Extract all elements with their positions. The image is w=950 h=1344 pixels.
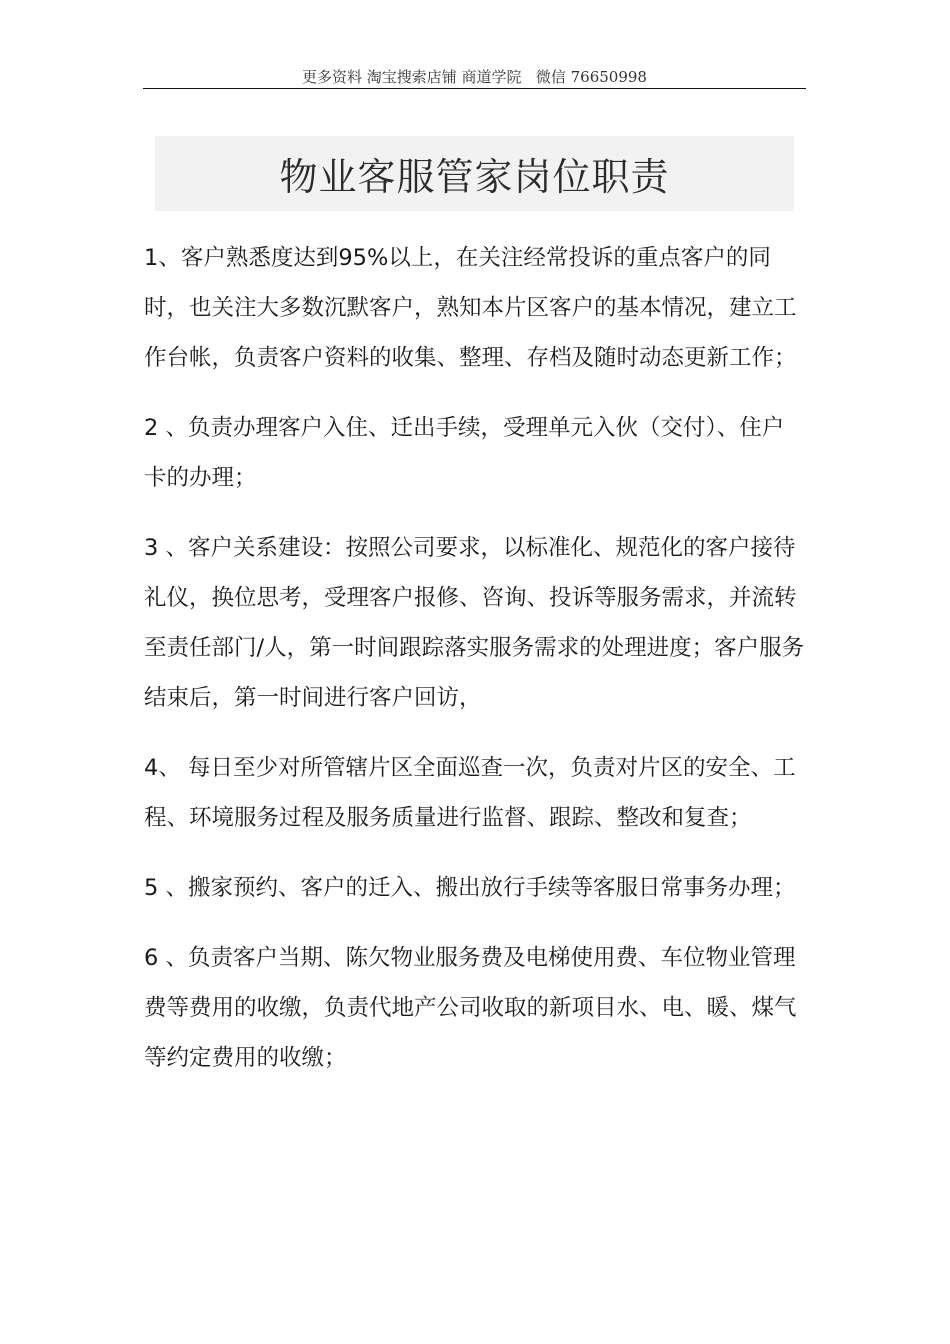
duty-paragraph-6: 6 、负责客户当期、陈欠物业服务费及电梯使用费、车位物业管理费等费用的收缴，负责代地产公司收取的新项目水、电、暖、煤气等约定费用的收缴； xyxy=(144,945,797,1071)
duty-paragraph-1: 1、客户熟悉度达到95%以上，在关注经常投诉的重点客户的同时，也关注大多数沉默客户，熟知本片区客户的基本情况，建立工作台帐，负责客户资料的收集、整理、存档及随时动态更新工作； xyxy=(144,245,797,371)
duty-paragraph-2: 2 、负责办理客户入住、迁出手续，受理单元入伙（交付）、住户卡的办理； xyxy=(144,415,785,491)
document-title: 物业客服管家岗位职责 xyxy=(279,155,670,199)
document-body xyxy=(144,233,806,1103)
duty-paragraph-5: 5 、搬家预约、客户的迁入、搬出放行手续等客服日常事务办理； xyxy=(144,875,796,901)
title-banner xyxy=(155,136,794,211)
duty-paragraph-3: 3 、客户关系建设：按照公司要求，以标准化、规范化的客户接待礼仪，换位思考，受理客户报修、咨询、投诉等服务需求，并流转至责任部门/人，第一时间跟踪落实服务需求的处理进度；客户服务结束后，第一时间进行客户回访， xyxy=(144,535,805,711)
header-divider xyxy=(143,88,806,89)
duty-paragraph-4: 4、 每日至少对所管辖片区全面巡查一次，负责对片区的安全、工程、环境服务过程及服务质量进行监督、跟踪、整改和复查； xyxy=(144,755,796,831)
page-header-text: 更多资料 淘宝搜索店铺 商道学院 微信 76650998 xyxy=(302,68,647,86)
